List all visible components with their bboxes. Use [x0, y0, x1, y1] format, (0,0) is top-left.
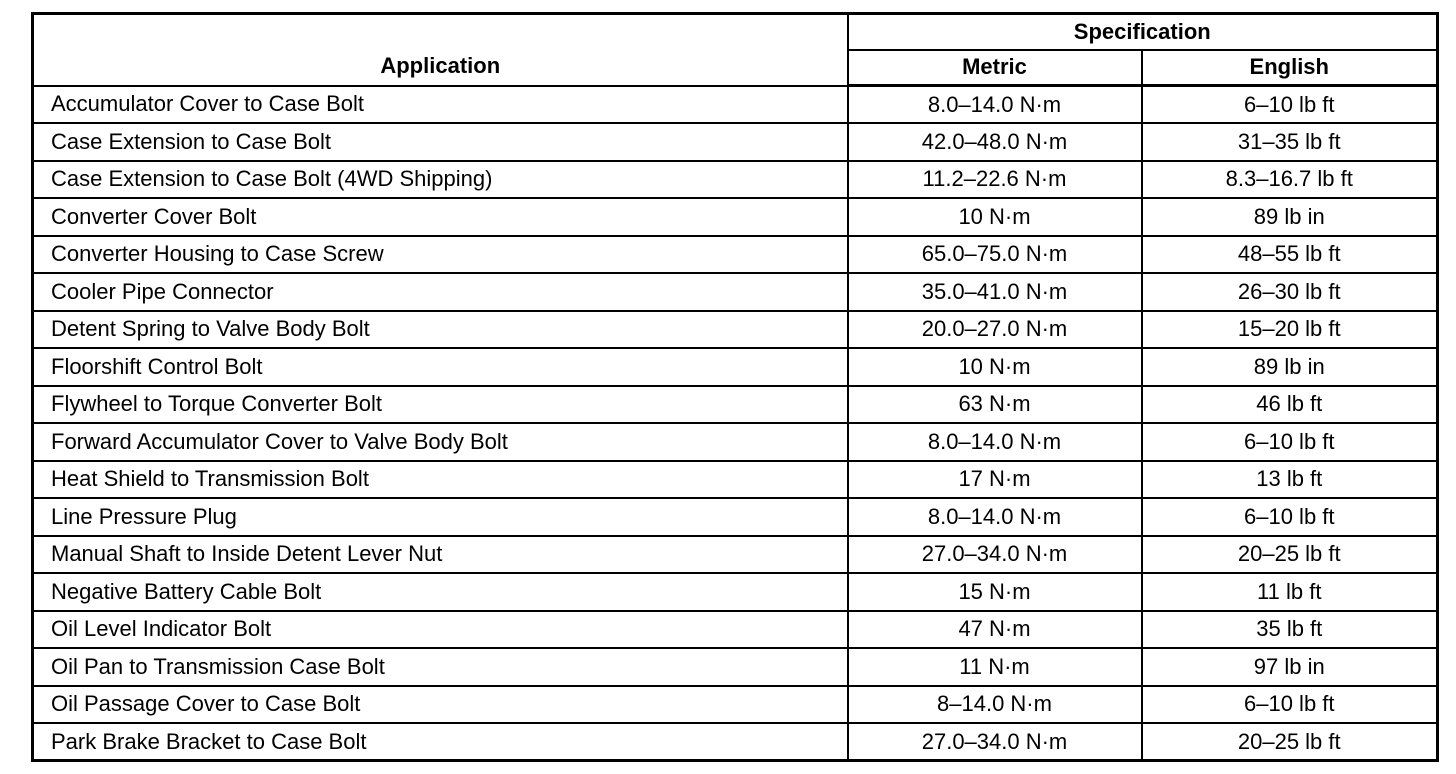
english-value-cell: 15–20 lb ft — [1142, 311, 1438, 349]
application-cell: Accumulator Cover to Case Bolt — [33, 86, 848, 124]
header-row-top — [33, 14, 1438, 50]
metric-value-cell: 10 N·m — [848, 348, 1142, 386]
metric-value-cell: 15 N·m — [848, 573, 1142, 611]
application-cell: Oil Pan to Transmission Case Bolt — [33, 648, 848, 686]
english-value-cell: 8.3–16.7 lb ft — [1142, 161, 1438, 199]
table-row — [33, 273, 1438, 311]
table-row — [33, 723, 1438, 761]
table-row — [33, 123, 1438, 161]
application-cell: Line Pressure Plug — [33, 498, 848, 536]
application-cell: Cooler Pipe Connector — [33, 273, 848, 311]
table-body — [33, 86, 1438, 761]
metric-value-cell: 27.0–34.0 N·m — [848, 723, 1142, 761]
english-value-cell: 11 lb ft — [1142, 573, 1438, 611]
metric-column-header: Metric — [848, 50, 1142, 86]
application-cell: Park Brake Bracket to Case Bolt — [33, 723, 848, 761]
table-row — [33, 311, 1438, 349]
metric-value-cell: 8.0–14.0 N·m — [848, 498, 1142, 536]
metric-value-cell: 42.0–48.0 N·m — [848, 123, 1142, 161]
english-value-cell: 48–55 lb ft — [1142, 236, 1438, 274]
application-cell: Negative Battery Cable Bolt — [33, 573, 848, 611]
application-cell: Oil Passage Cover to Case Bolt — [33, 686, 848, 724]
application-column-header: Application — [33, 14, 848, 86]
fastener-specification-table — [31, 12, 1439, 762]
english-value-cell: 35 lb ft — [1142, 611, 1438, 649]
english-value-cell: 6–10 lb ft — [1142, 423, 1438, 461]
table-row — [33, 86, 1438, 124]
metric-value-cell: 8–14.0 N·m — [848, 686, 1142, 724]
table-row — [33, 236, 1438, 274]
english-value-cell: 20–25 lb ft — [1142, 536, 1438, 574]
metric-value-cell: 65.0–75.0 N·m — [848, 236, 1142, 274]
table-row — [33, 198, 1438, 236]
metric-value-cell: 8.0–14.0 N·m — [848, 423, 1142, 461]
application-cell: Detent Spring to Valve Body Bolt — [33, 311, 848, 349]
application-cell: Forward Accumulator Cover to Valve Body Bolt — [33, 423, 848, 461]
metric-value-cell: 20.0–27.0 N·m — [848, 311, 1142, 349]
application-cell: Flywheel to Torque Converter Bolt — [33, 386, 848, 424]
english-value-cell: 6–10 lb ft — [1142, 498, 1438, 536]
metric-value-cell: 11 N·m — [848, 648, 1142, 686]
table-row — [33, 573, 1438, 611]
metric-value-cell: 17 N·m — [848, 461, 1142, 499]
application-cell: Converter Cover Bolt — [33, 198, 848, 236]
table-row — [33, 686, 1438, 724]
application-cell: Case Extension to Case Bolt — [33, 123, 848, 161]
english-value-cell: 6–10 lb ft — [1142, 86, 1438, 124]
application-cell: Oil Level Indicator Bolt — [33, 611, 848, 649]
english-value-cell: 31–35 lb ft — [1142, 123, 1438, 161]
application-cell: Floorshift Control Bolt — [33, 348, 848, 386]
table-row — [33, 648, 1438, 686]
metric-value-cell: 63 N·m — [848, 386, 1142, 424]
table-row — [33, 423, 1438, 461]
application-cell: Case Extension to Case Bolt (4WD Shipping) — [33, 161, 848, 199]
english-value-cell: 13 lb ft — [1142, 461, 1438, 499]
table-header — [33, 14, 1438, 86]
specification-column-header: Specification — [848, 14, 1438, 50]
english-value-cell: 89 lb in — [1142, 348, 1438, 386]
english-value-cell: 6–10 lb ft — [1142, 686, 1438, 724]
application-cell: Manual Shaft to Inside Detent Lever Nut — [33, 536, 848, 574]
table-row — [33, 461, 1438, 499]
english-value-cell: 26–30 lb ft — [1142, 273, 1438, 311]
table-row — [33, 498, 1438, 536]
english-value-cell: 46 lb ft — [1142, 386, 1438, 424]
application-cell: Heat Shield to Transmission Bolt — [33, 461, 848, 499]
metric-value-cell: 47 N·m — [848, 611, 1142, 649]
table-row — [33, 161, 1438, 199]
table-row — [33, 536, 1438, 574]
table-row — [33, 386, 1438, 424]
metric-value-cell: 35.0–41.0 N·m — [848, 273, 1142, 311]
english-column-header: English — [1142, 50, 1438, 86]
metric-value-cell: 8.0–14.0 N·m — [848, 86, 1142, 124]
english-value-cell: 89 lb in — [1142, 198, 1438, 236]
english-value-cell: 20–25 lb ft — [1142, 723, 1438, 761]
metric-value-cell: 10 N·m — [848, 198, 1142, 236]
application-cell: Converter Housing to Case Screw — [33, 236, 848, 274]
table-row — [33, 611, 1438, 649]
table-row — [33, 348, 1438, 386]
english-value-cell: 97 lb in — [1142, 648, 1438, 686]
metric-value-cell: 27.0–34.0 N·m — [848, 536, 1142, 574]
metric-value-cell: 11.2–22.6 N·m — [848, 161, 1142, 199]
